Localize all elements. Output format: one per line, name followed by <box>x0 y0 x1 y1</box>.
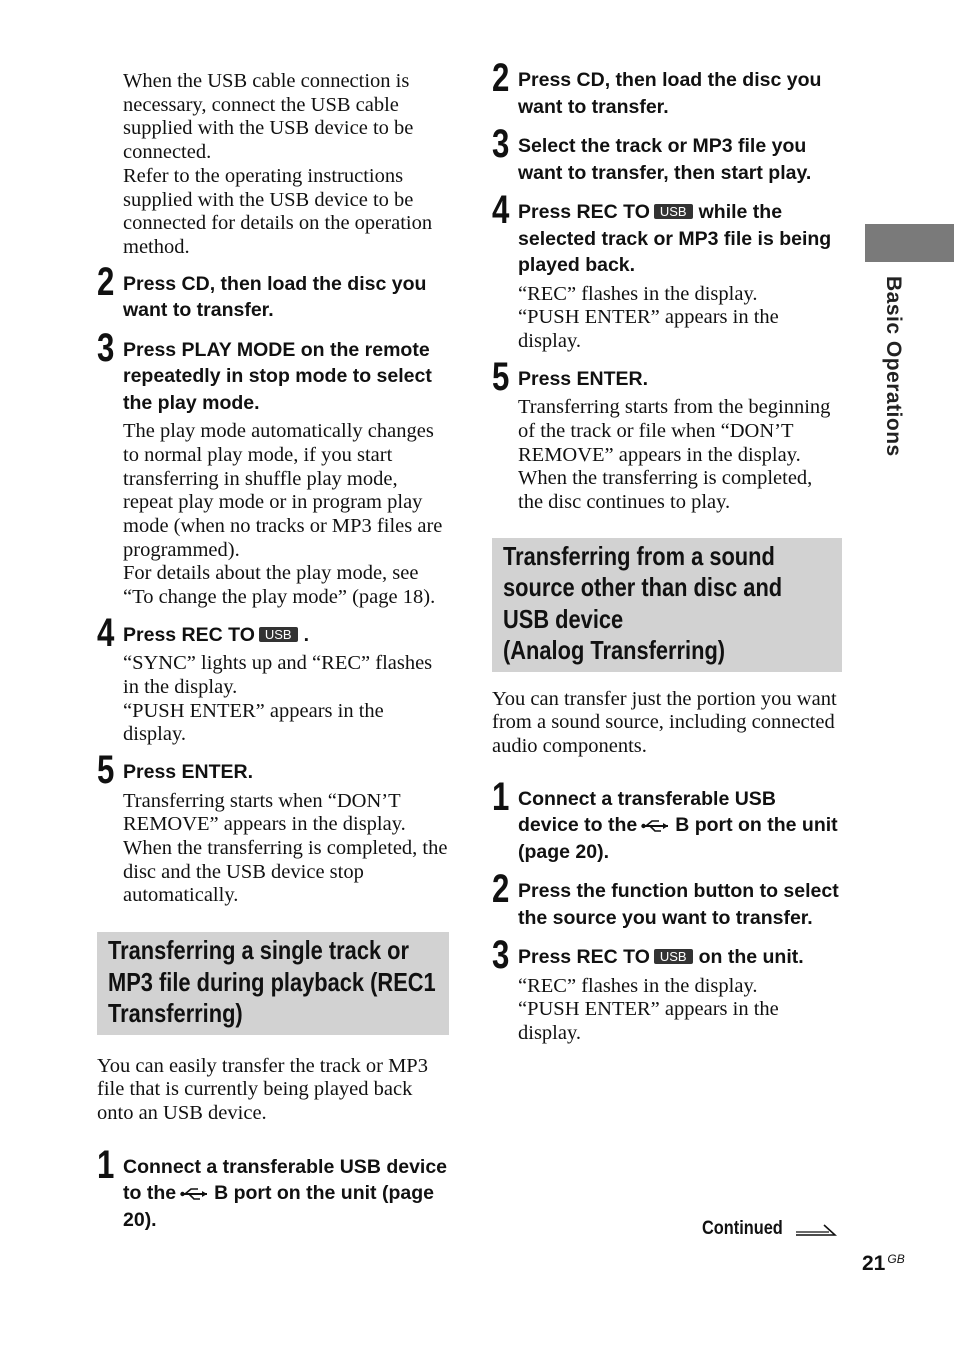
rec1-section-heading <box>97 932 449 1035</box>
step-description: The play mode automatically changes to normal play mode, if you start transferring in shuffle play mode, repeat play mode or in program play mode (when no tracks or MP3 files are programmed). For details about the play mode, see “To change the play mode” (page 18). <box>123 420 443 609</box>
step-instruction: Press CD, then load the disc you want to transfer. <box>123 272 427 322</box>
left-column <box>97 70 449 1233</box>
step-instruction: Press the function button to select the source you want to transfer. <box>518 880 839 929</box>
step-instruction: Select the track or MP3 file you want to transfer, then start play. <box>518 135 812 184</box>
right-step-2 <box>492 56 842 120</box>
analog-section-intro: You can transfer just the portion you want from a sound source, including connected audio components. <box>492 687 837 758</box>
page-number-value: 21 <box>862 1252 886 1275</box>
step-number: 1 <box>492 774 510 819</box>
usb-button-icon: USB <box>654 204 693 219</box>
usb-symbol-icon <box>180 1187 208 1201</box>
usb-cable-note: When the USB cable connection is necessary, connect the USB cable supplied with the USB device to be connected. Refer to the operating instructions supplied with the USB device to be connected for details on the operation method. <box>123 70 433 258</box>
step-instruction <box>518 944 842 971</box>
step-number: 3 <box>492 122 510 166</box>
page-language-suffix: GB <box>887 1252 905 1266</box>
left-step-5 <box>97 748 449 908</box>
continued-arrow-icon <box>795 1222 837 1238</box>
step-description: “SYNC” lights up and “REC” flashes in the display. “PUSH ENTER” appears in the display. <box>123 652 433 746</box>
step-number: 2 <box>492 56 510 100</box>
step-text-before: Connect a transferable USB device to the <box>123 1155 448 1205</box>
section-title: Transferring from a sound source other than disc and USB device (Analog Transferring) <box>503 540 783 666</box>
step-description: “REC” flashes in the display. “PUSH ENTER” appears in the display. <box>518 974 779 1045</box>
left-step-3 <box>97 325 449 610</box>
analog-step-1 <box>492 774 842 866</box>
step-text-before: Press REC TO <box>123 623 255 646</box>
continued-label: Continued <box>702 1218 783 1239</box>
left-step-4 <box>97 610 449 747</box>
step-text-after: on the unit. <box>698 946 804 969</box>
step-description: Transferring starts from the beginning of the track or file when “DON’T REMOVE” appears in the display. When the transferring is completed, the disc continues to play. <box>518 396 831 513</box>
step-number: 3 <box>492 933 510 978</box>
step-number: 4 <box>97 610 115 655</box>
step-instruction: Press ENTER. <box>123 761 254 784</box>
analog-section-heading <box>492 538 842 672</box>
chapter-tab-label: Basic Operations <box>882 276 905 457</box>
step-instruction <box>123 622 449 649</box>
right-column <box>492 56 842 1046</box>
analog-step-3 <box>492 933 842 1046</box>
step-number: 4 <box>492 188 510 232</box>
section-title: Transferring a single track or MP3 file during playback (REC1 Transferring) <box>108 935 436 1029</box>
right-step-3 <box>492 122 842 186</box>
step-description: Transferring starts when “DON’T REMOVE” appears in the display. When the transferring is completed, the disc and the USB device stop automatically. <box>123 789 448 907</box>
step-text-before: Press REC TO <box>518 946 650 969</box>
step-number: 5 <box>97 748 115 793</box>
right-step-5 <box>492 354 842 515</box>
step-text-after: while the selected track or MP3 file is being played back. <box>518 201 832 276</box>
usb-button-icon: USB <box>259 627 298 642</box>
step-instruction <box>123 1154 449 1234</box>
page-number <box>862 1252 905 1276</box>
step-instruction: Press CD, then load the disc you want to transfer. <box>518 69 822 118</box>
step-number: 5 <box>492 354 510 399</box>
step-instruction <box>518 199 842 279</box>
step-number: 1 <box>97 1142 115 1187</box>
step-instruction: Press ENTER. <box>518 367 649 390</box>
step-instruction <box>518 786 842 866</box>
step-text-after: B port on the unit (page 20). <box>518 814 838 863</box>
rec1-step-1 <box>97 1142 449 1234</box>
rec1-section-intro: You can easily transfer the track or MP3 file that is currently being played back onto an USB device. <box>97 1054 428 1124</box>
chapter-tab-marker <box>865 224 954 262</box>
step-text-before: Press REC TO <box>518 201 650 223</box>
step-text-after: . <box>303 623 310 646</box>
step-text-before: Connect a transferable USB device to the <box>518 787 776 837</box>
step-description: “REC” flashes in the display. “PUSH ENTER” appears in the display. <box>518 282 779 352</box>
step-number: 3 <box>97 325 115 370</box>
step-text-after: B port on the unit (page 20). <box>123 1182 434 1231</box>
step-number: 2 <box>97 259 115 304</box>
usb-symbol-icon <box>641 819 669 833</box>
usb-button-icon: USB <box>654 949 693 964</box>
right-step-4 <box>492 188 842 354</box>
step-number: 2 <box>492 867 510 912</box>
analog-step-2 <box>492 867 842 931</box>
step-instruction: Press PLAY MODE on the remote repeatedly in stop mode to select the play mode. <box>123 338 432 414</box>
left-step-2 <box>97 259 449 324</box>
